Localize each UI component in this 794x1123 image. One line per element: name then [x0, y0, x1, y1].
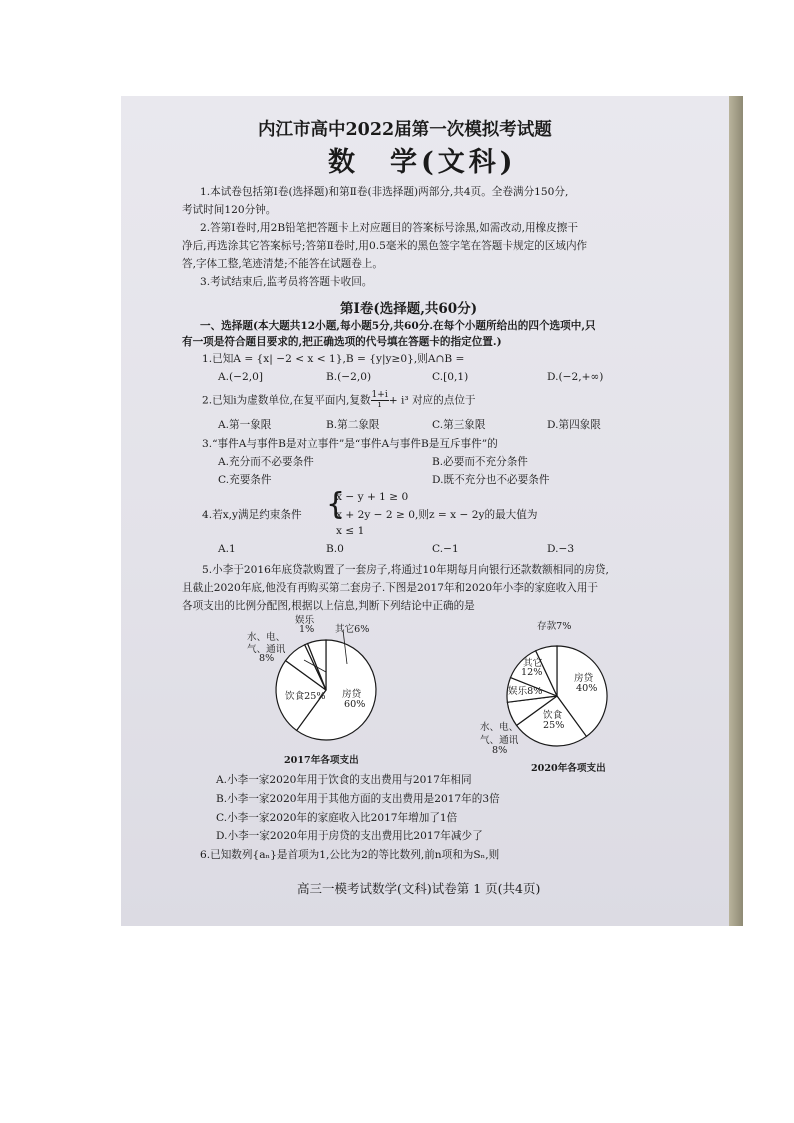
q3-option-d: D.既不充分也不必要条件: [432, 474, 550, 486]
instruction-line: 净后,再选涂其它答案标号;答第Ⅱ卷时,用0.5毫米的黑色签字笔在答题卡规定的区域内作: [182, 240, 588, 252]
pie-charts: [121, 600, 743, 780]
instruction-line: 考试时间120分钟。: [182, 204, 277, 216]
pie1-label-util: 水、电、: [247, 632, 286, 643]
pie2-label-other: 其它: [523, 658, 543, 669]
pie2-title: 2020年各项支出: [531, 763, 606, 774]
pie2-label-util: 气、通讯: [480, 735, 519, 746]
q1-option-d: D.(−2,+∞): [547, 371, 604, 383]
part1-intro: 有一项是符合题目要求的,把正确选项的代号填在答题卡的指定位置.): [182, 336, 502, 348]
part1-intro: 一、选择题(本大题共12小题,每小题5分,共60分.在每个小题所给出的四个选项中,只: [200, 320, 596, 332]
q5-stem: 且截止2020年底,他没有再购买第二套房子.下图是2017年和2020年小李的家庭收入用于: [182, 582, 599, 594]
pie2-label-food: 饮食: [543, 710, 563, 721]
pie1-label-ent-name: 娱乐: [295, 615, 315, 626]
pie2-label-house-pct: 40%: [576, 683, 598, 694]
pie1-label-util-pct: 8%: [259, 653, 275, 664]
q2-frac-num: 1+i: [371, 390, 388, 400]
q2-stem-post: + i³ 对应的点位于: [388, 394, 476, 407]
q3-stem: 3.“事件A与事件B是对立事件”是“事件A与事件B是互斥事件”的: [202, 438, 498, 450]
q1-option-c: C.[0,1): [432, 371, 469, 383]
q5-stem: 各项支出的比例分配图,根据以上信息,判断下列结论中正确的是: [182, 600, 475, 612]
pie1-title: 2017年各项支出: [284, 755, 359, 766]
q5-stem: 5.小李于2016年底贷款购置了一套房子,将通过10年期每月向银行还款数额相同的房贷,: [202, 564, 609, 576]
pie2-label-util-pct: 8%: [492, 745, 508, 756]
pie1-label-food: 饮食25%: [285, 691, 326, 702]
q2-option-a: A.第一象限: [218, 419, 272, 431]
q4-option-b: B.0: [326, 543, 344, 555]
pie1-label-house: 房贷: [342, 689, 362, 700]
q3-option-c: C.充要条件: [218, 474, 272, 486]
q2-frac-den: i: [378, 400, 382, 410]
q4-option-c: C.−1: [432, 543, 459, 555]
pie1-label-other: 其它6%: [335, 624, 370, 635]
q5-option-d: D.小李一家2020年用于房贷的支出费用比2017年减少了: [216, 830, 483, 842]
paper-edge-shadow: [729, 96, 743, 926]
q2-stem-pre: 2.已知i为虚数单位,在复平面内,复数: [202, 394, 371, 407]
q2-fraction: [371, 391, 389, 410]
instruction-line: 答,字体工整,笔迹清楚;不能答在试题卷上。: [182, 258, 383, 270]
q5-option-c: C.小李一家2020年的家庭收入比2017年增加了1倍: [216, 812, 458, 824]
q2-stem: [202, 391, 476, 410]
instruction-line: 2.答第Ⅰ卷时,用2B铅笔把答题卡上对应题目的答案标号涂黑,如需改动,用橡皮擦干: [200, 222, 578, 234]
q1-option-b: B.(−2,0): [326, 371, 372, 383]
pie1-label-house-pct: 60%: [344, 699, 366, 710]
q4-constraint-1: x − y + 1 ≥ 0: [336, 491, 409, 503]
q2-option-d: D.第四象限: [547, 419, 601, 431]
q2-option-c: C.第三象限: [432, 419, 486, 431]
exam-title: 内江市高中2022届第一次模拟考试题: [258, 120, 552, 140]
pie2-label-house: 房贷: [574, 673, 594, 684]
pie1-label-ent-pct: 1%: [299, 624, 315, 635]
q3-option-b: B.必要而不充分条件: [432, 456, 528, 468]
pie2-label-food-pct: 25%: [543, 720, 565, 731]
q4-option-a: A.1: [218, 543, 236, 555]
page-footer: 高三一模考试数学(文科)试卷第 1 页(共4页): [297, 881, 541, 896]
q3-option-a: A.充分而不必要条件: [218, 456, 314, 468]
instruction-line: 3.考试结束后,监考员将答题卡收回。: [200, 276, 373, 288]
q4-constraint-3: x ≤ 1: [336, 525, 365, 537]
q4-constraint-2: x + 2y − 2 ≥ 0,则z = x − 2y的最大值为: [336, 509, 538, 521]
pie2-label-ent: 娱乐8%: [508, 686, 543, 697]
q4-brace: {: [326, 487, 346, 522]
q2-option-b: B.第二象限: [326, 419, 380, 431]
q1-option-a: A.(−2,0]: [218, 371, 264, 383]
pie1-label-util: 气、通讯: [247, 644, 286, 655]
q1-stem: 1.已知A = {x| −2 < x < 1},B = {y|y≥0},则A∩B =: [202, 353, 465, 365]
q5-option-b: B.小李一家2020年用于其他方面的支出费用是2017年的3倍: [216, 793, 500, 805]
q4-stem: 4.若x,y满足约束条件: [202, 509, 302, 521]
part1-title: 第Ⅰ卷(选择题,共60分): [340, 301, 478, 317]
pie2-label-savings: 存款7%: [537, 621, 572, 632]
pie2-label-util: 水、电、: [480, 722, 519, 733]
q5-option-a: A.小李一家2020年用于饮食的支出费用与2017年相同: [216, 774, 472, 786]
q6-stem: 6.已知数列{aₙ}是首项为1,公比为2的等比数列,前n项和为Sₙ,则: [200, 849, 500, 861]
q4-option-d: D.−3: [547, 543, 575, 555]
exam-subject: 数 学(文科): [328, 147, 517, 178]
instruction-line: 1.本试卷包括第Ⅰ卷(选择题)和第Ⅱ卷(非选择题)两部分,共4页。全卷满分150分,: [200, 186, 569, 198]
pie2-label-other-pct: 12%: [521, 667, 543, 678]
